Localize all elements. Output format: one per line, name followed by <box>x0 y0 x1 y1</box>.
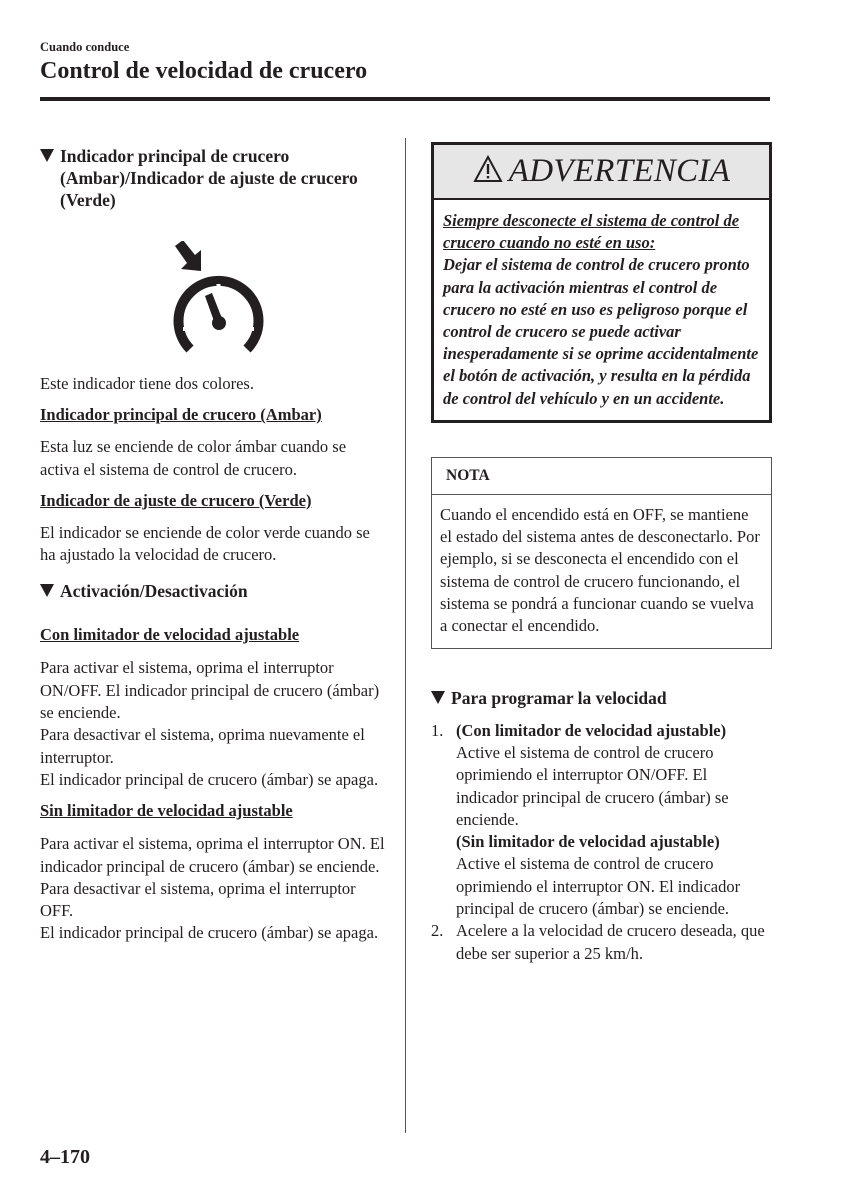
left-column <box>40 145 385 945</box>
heading-activation <box>40 580 385 602</box>
heading-indicators <box>40 145 385 211</box>
step-text: Acelere a la velocidad de crucero deseada, que debe ser superior a 25 km/h. <box>456 921 765 963</box>
step-subheading: (Con limitador de velocidad ajustable) <box>456 720 727 740</box>
right-column <box>431 142 772 965</box>
subheading-with-limiter: Con limitador de velocidad ajustable <box>40 625 300 645</box>
step-subheading: (Sin limitador de velocidad ajustable) <box>456 832 720 852</box>
heading-programming-text: Para programar la velocidad <box>451 687 667 708</box>
note-title: NOTA <box>432 458 771 495</box>
section-label: Cuando conduce <box>40 40 130 54</box>
with-limiter-deactivate: Para desactivar el sistema, oprima nuevamente el interruptor. <box>40 725 365 767</box>
warning-header <box>434 145 769 200</box>
step-number: 2. <box>431 921 444 941</box>
step-number: 1. <box>431 720 444 740</box>
without-limiter-off: El indicador principal de crucero (ámbar) se apaga. <box>40 923 379 943</box>
page-title: Control de velocidad de crucero <box>40 58 368 84</box>
warning-body <box>434 200 769 420</box>
step-text: Active el sistema de control de crucero oprimiendo el interruptor ON/OFF. El indicador principal de crucero (ámbar) se enciende. <box>456 742 729 829</box>
warning-triangle-icon <box>473 155 503 188</box>
subheading-green: Indicador de ajuste de crucero (Verde) <box>40 490 312 510</box>
amber-description: Esta luz se enciende de color ámbar cuando se activa el sistema de control de crucero. <box>40 437 347 479</box>
warning-lead: Siempre desconecte el sistema de control de crucero cuando no esté en uso: <box>443 211 740 253</box>
without-limiter-activate: Para activar el sistema, oprima el interruptor ON. El indicador principal de crucero (ámbar) se enciende. <box>40 834 385 876</box>
page-number: 4–170 <box>40 1146 90 1168</box>
triangle-bullet-icon <box>40 584 54 597</box>
warning-box <box>431 142 772 423</box>
subheading-without-limiter: Sin limitador de velocidad ajustable <box>40 801 293 821</box>
heading-programming <box>431 687 772 709</box>
heading-activation-text: Activación/Desactivación <box>60 581 248 602</box>
column-divider <box>405 138 406 1133</box>
steps-list <box>431 720 772 965</box>
green-description: El indicador se enciende de color verde cuando se ha ajustado la velocidad de crucero. <box>40 522 370 565</box>
list-item <box>431 720 772 921</box>
with-limiter-activate: Para activar el sistema, oprima el interruptor ON/OFF. El indicador principal de crucero (ámbar) se enciende. <box>40 658 380 723</box>
with-limiter-off: El indicador principal de crucero (ámbar) se apaga. <box>40 769 379 789</box>
subheading-amber: Indicador principal de crucero (Ambar) <box>40 405 322 425</box>
step-text: Active el sistema de control de crucero oprimiendo el interruptor ON. El indicador principal de crucero (ámbar) se enciende. <box>456 854 741 918</box>
without-limiter-deactivate: Para desactivar el sistema, oprima el interruptor OFF. <box>40 878 356 921</box>
intro-text: Este indicador tiene dos colores. <box>40 374 254 393</box>
note-box <box>431 457 772 649</box>
cruise-control-speedometer-icon <box>165 241 275 361</box>
heading-indicators-text: Indicador principal de crucero (Ambar)/Indicador de ajuste de crucero (Verde) <box>60 146 358 210</box>
triangle-bullet-icon <box>431 691 445 704</box>
warning-title: ADVERTENCIA <box>508 153 731 189</box>
triangle-bullet-icon <box>40 149 54 162</box>
list-item <box>431 920 772 965</box>
note-body: Cuando el encendido está en OFF, se mantiene el estado del sistema antes de desconectarlo. Por ejemplo, si se desconecta el encendido con el sistema de control de crucero funcionando, el sistema se pondrá a funcionar cuando se vuelva a conectar el encendido. <box>440 504 760 636</box>
warning-text: Dejar el sistema de control de crucero pronto para la activación mientras el control de crucero no esté en uso es peligroso porque el control de crucero se puede activar inesperadamente si se oprime accidentalmente el botón de activación, y resulta en la pérdida de control del vehículo y en un accidente. <box>443 255 759 408</box>
title-rule <box>40 97 770 101</box>
